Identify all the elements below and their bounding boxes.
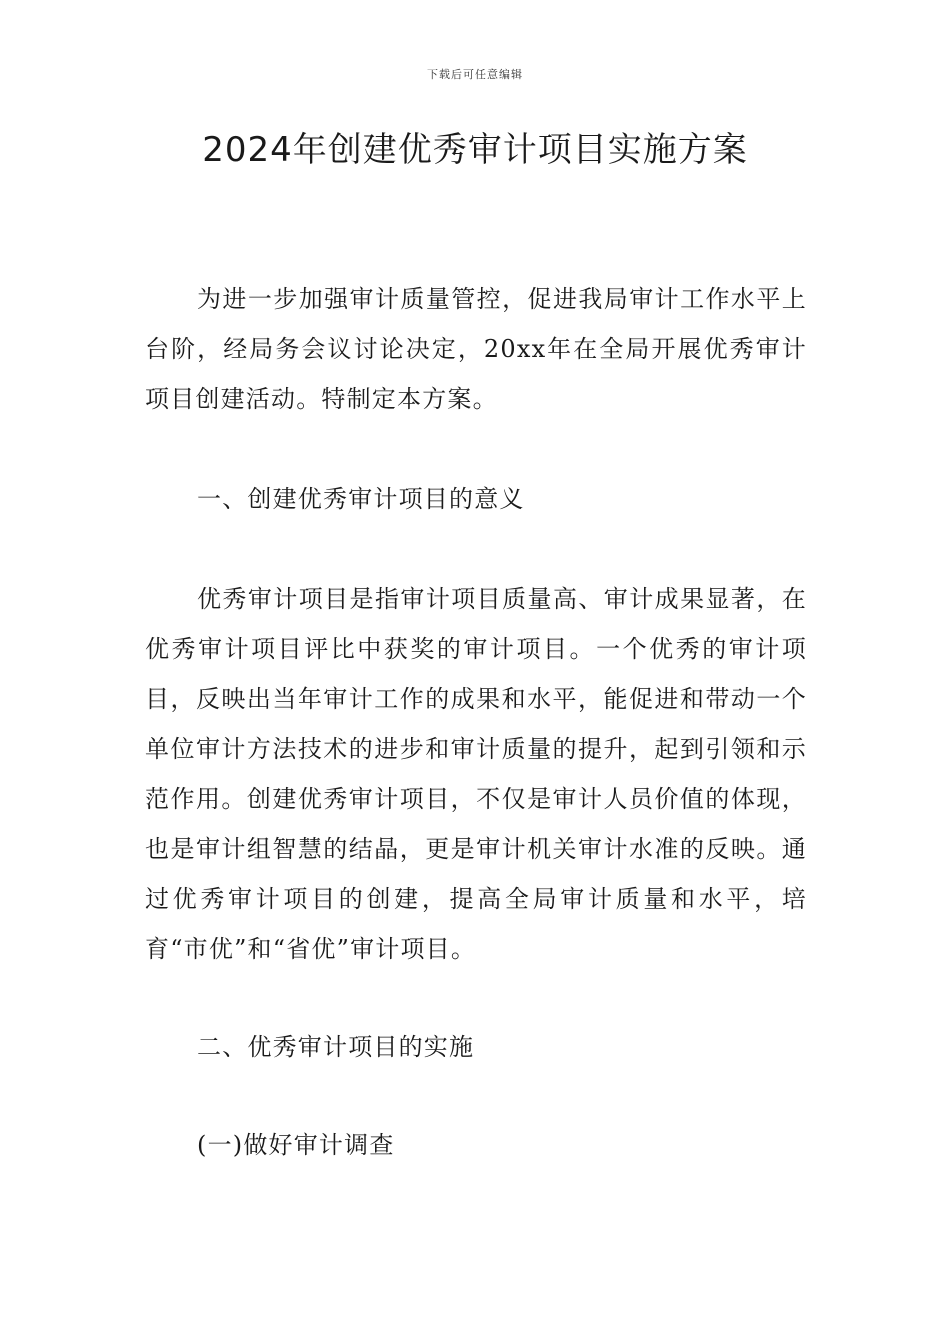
subsection-1-heading: (一)做好审计调查 [197,1131,395,1159]
section-2-heading: 二、优秀审计项目的实施 [197,1033,475,1061]
section-1-heading-block [145,474,807,524]
page-header-note: 下载后可任意编辑 [427,68,523,81]
section-2-heading-block [145,1022,807,1072]
subsection-1-heading-block [145,1120,807,1170]
section-1-body-block [145,574,807,974]
section-1-heading: 一、创建优秀审计项目的意义 [197,485,525,513]
document-title: 2024年创建优秀审计项目实施方案 [202,130,748,170]
intro-paragraph: 为进一步加强审计质量管控，促进我局审计工作水平上台阶，经局务会议讨论决定，20xx年在全局开展优秀审计项目创建活动。特制定本方案。 [145,285,807,413]
document-body-intro [145,274,807,424]
section-1-paragraph: 优秀审计项目是指审计项目质量高、审计成果显著，在优秀审计项目评比中获奖的审计项目。一个优秀的审计项目，反映出当年审计工作的成果和水平，能促进和带动一个单位审计方法技术的进步和审计质量的提升，起到引领和示范作用。创建优秀审计项目，不仅是审计人员价值的体现，也是审计组智慧的结晶，更是审计机关审计水准的反映。通过优秀审计项目的创建，提高全局审计质量和水平，培育“市优”和“省优”审计项目。 [145,585,807,963]
